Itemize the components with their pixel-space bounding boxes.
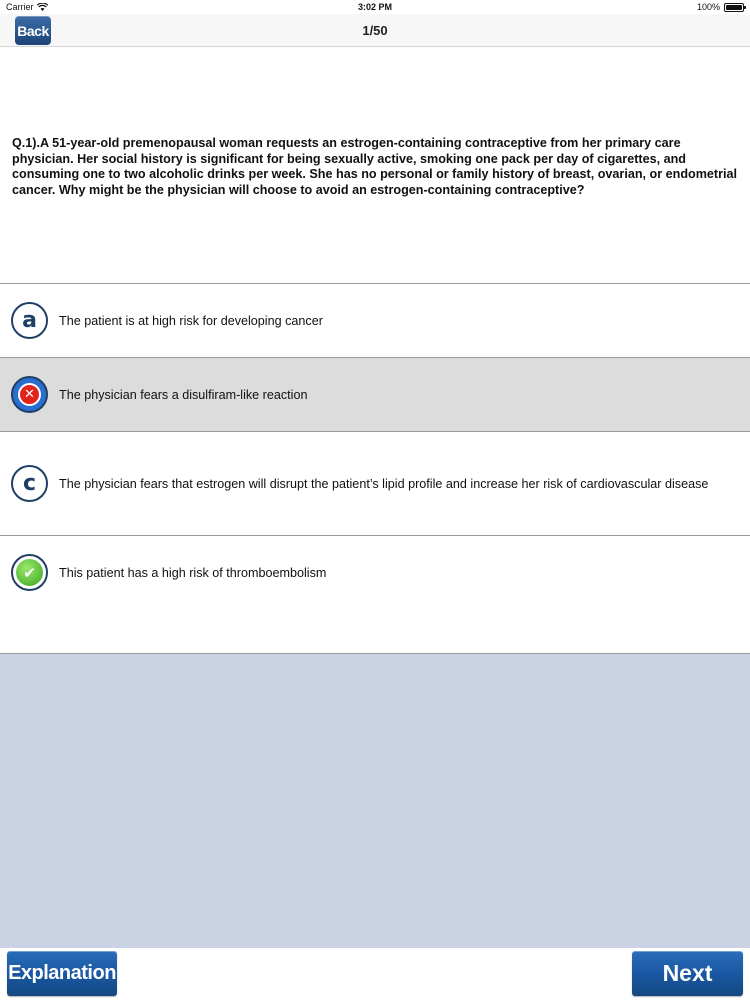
- status-time: 3:02 PM: [357, 2, 392, 12]
- status-bar: [0, 0, 750, 14]
- answer-options: [0, 283, 750, 610]
- option-a-text: The patient is at high risk for developing cancer: [59, 313, 323, 328]
- battery-indicator: [697, 2, 744, 12]
- option-d[interactable]: [0, 536, 750, 610]
- wrong-x-icon: ✕: [11, 376, 48, 413]
- battery-percent: 100%: [696, 2, 720, 12]
- option-c[interactable]: [0, 432, 750, 536]
- nav-bar: [0, 14, 750, 47]
- bottom-toolbar: [0, 948, 750, 1000]
- option-c-text: The physician fears that estrogen will disrupt the patient’s lipid profile and increase her risk of cardiovascular disease: [59, 476, 709, 491]
- option-b-text: The physician fears a disulfiram-like reaction: [59, 387, 308, 402]
- letter-a-icon: a: [11, 302, 48, 339]
- next-button[interactable]: Next: [632, 951, 743, 996]
- battery-icon: [724, 3, 744, 12]
- letter-c-icon: c: [11, 465, 48, 502]
- option-a[interactable]: [0, 284, 750, 358]
- question-text: Q.1).A 51-year-old premenopausal woman requests an estrogen-containing contraceptive from her primary care physician. Her social history is significant for being sexually active, smoking one pack per day of cigarettes, and consuming one to two alcoholic drinks per week. She has no personal or family history of breast, ovarian, or endometrial cancer. Why might be the physician will choose to avoid an estrogen-containing contraceptive?: [12, 136, 738, 197]
- explanation-button[interactable]: Explanation: [7, 951, 117, 996]
- explanation-panel: [0, 654, 750, 948]
- back-button[interactable]: Back: [15, 16, 51, 45]
- options-footer-spacer: [0, 609, 750, 654]
- correct-check-icon: ✔: [11, 554, 48, 591]
- question-counter: 1/50: [362, 23, 388, 38]
- option-b[interactable]: [0, 358, 750, 432]
- carrier-label: Carrier: [6, 2, 34, 12]
- option-d-text: This patient has a high risk of thromboembolism: [59, 565, 327, 580]
